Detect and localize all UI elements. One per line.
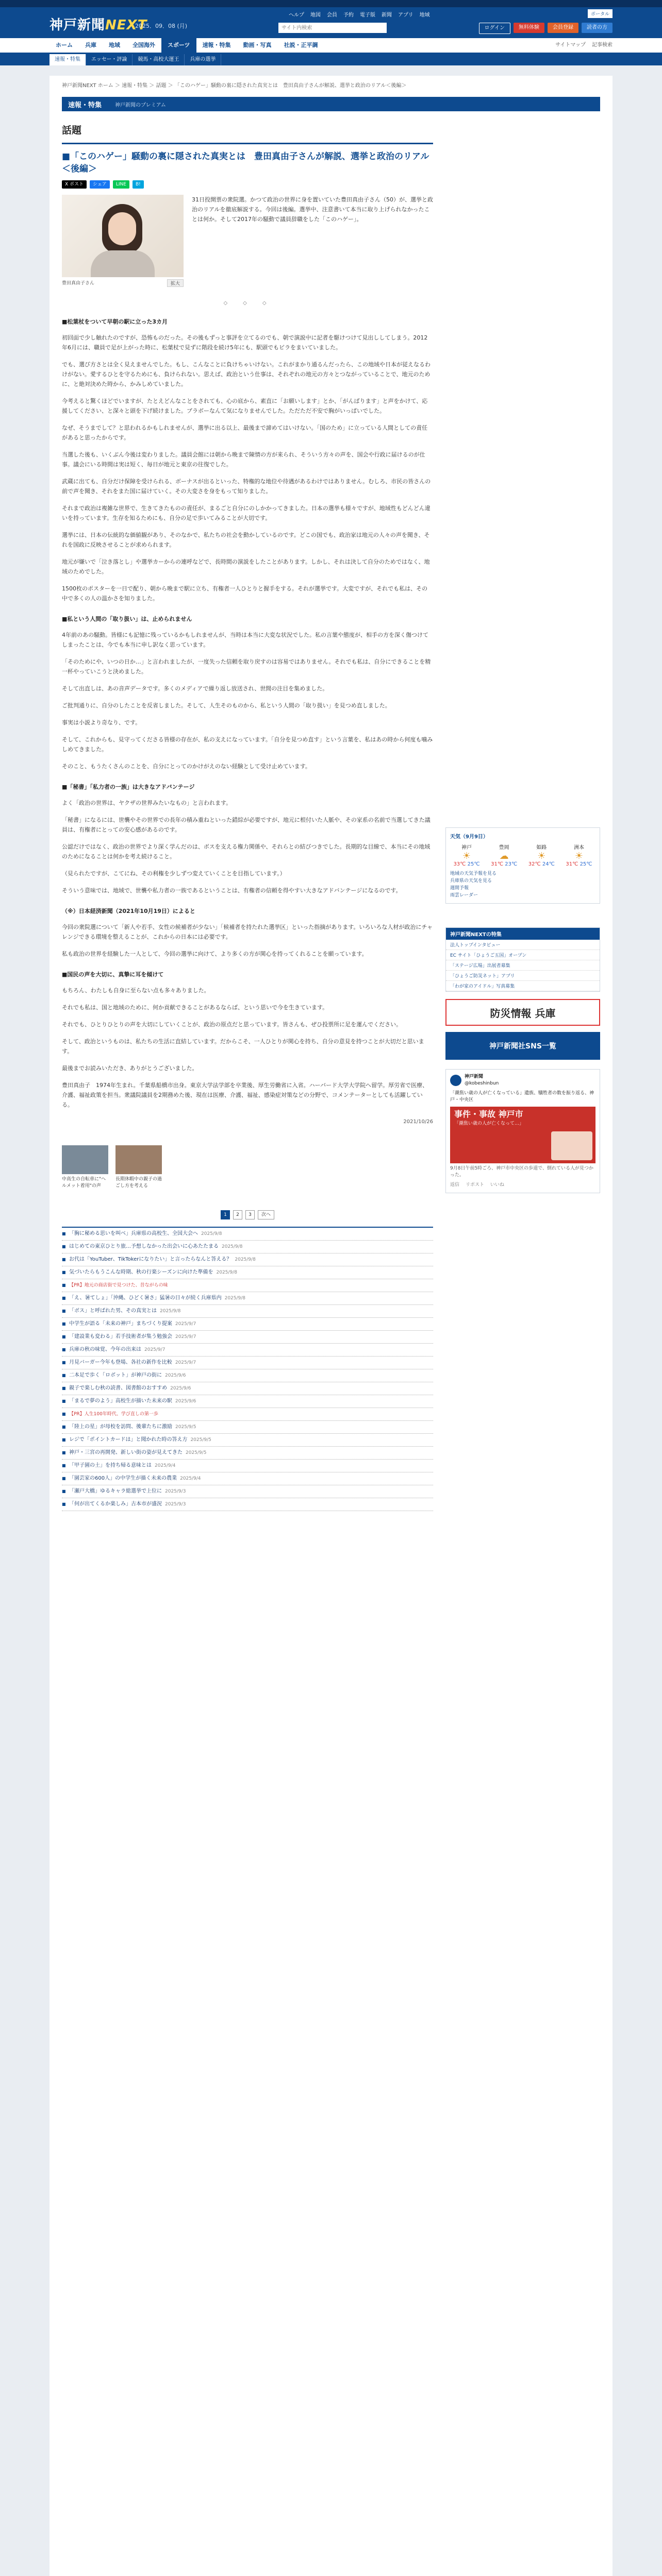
news-title[interactable]: はじめての東京ひとり旅…予想しなかった出会いに心あたたまる: [69, 1244, 219, 1249]
news-date: 2025/9/7: [175, 1334, 196, 1340]
paragraph: それでも、ひとりひとりの声を大切にしていくことが、政治の原点だと思っています。皆さんも、ぜひ投票所に足を運んでください。: [62, 1021, 402, 1028]
header-link[interactable]: 地域: [419, 12, 430, 18]
news-date: 2025/9/4: [155, 1463, 176, 1468]
paragraph: 私も政治の世界を経験した一人として、今回の選挙に向けて、より多くの方が関心を持ってくれることを願っています。: [62, 951, 368, 957]
portal-badge[interactable]: ポータル: [588, 9, 613, 18]
feature-link[interactable]: 「わが家のアイドル」写真募集: [446, 981, 600, 991]
weather-link[interactable]: 週間予報: [450, 886, 469, 891]
like-button[interactable]: いいね: [490, 1182, 505, 1188]
news-title[interactable]: 中学生が語る「未来の神戸」まちづくり提案: [69, 1321, 172, 1327]
news-title[interactable]: 神戸・三宮の再開発、新しい街の姿が見えてきた: [69, 1450, 183, 1455]
subnav-item[interactable]: 兵庫の選挙: [185, 54, 221, 65]
map-image: [551, 1131, 592, 1160]
sun-icon: ☀: [537, 851, 546, 861]
gnav-item-region[interactable]: 地域: [109, 42, 120, 48]
site-search-input[interactable]: [278, 23, 387, 33]
global-nav: [0, 38, 662, 54]
header-link[interactable]: 予約: [343, 12, 354, 18]
news-title[interactable]: お代は「YouTuber、TikTokerになりたい」と言ったらなんと答える？: [69, 1257, 232, 1262]
news-list: [62, 1227, 433, 1511]
subnav-item[interactable]: 競馬・高校大運王: [133, 54, 185, 65]
weather-widget: [445, 827, 600, 904]
pager-page[interactable]: 3: [245, 1210, 255, 1219]
related-title[interactable]: 長期休暇中の親子の過ごし方を考える: [115, 1177, 162, 1189]
paragraph: （見られたですが、こてにね、その利権を少しずつ変えていくことを目指しています。）: [62, 870, 286, 877]
article-body-4: [62, 922, 433, 959]
paragraph: 公認だけではなく、政治の世界でより深く学んだのは、ボスを支える権力関係や、それらとの結びつきでした。長期的な目線で、本当にその地域のためになることは何かを考え続けること。: [62, 843, 431, 860]
news-date: 2025/9/8: [235, 1257, 256, 1262]
x-post-text: 「潮焦い歳の人が亡くなっている」遺族、犠牲者の数を振り返る、神戸・中央区: [450, 1091, 594, 1103]
section-bar-sub[interactable]: 神戸新聞のプレミアム: [115, 102, 166, 108]
news-date: 2025/9/8: [160, 1309, 181, 1314]
share-hatena-button[interactable]: B!: [133, 180, 144, 189]
gnav-right: [555, 38, 613, 53]
weather-links: [450, 870, 595, 899]
news-title[interactable]: 「陸上の星」が母校を訪問、後輩たちに激励: [69, 1424, 172, 1430]
news-date: 2025/9/8: [224, 1296, 246, 1301]
photo-body: [91, 250, 155, 277]
header-link[interactable]: 会員: [327, 12, 337, 18]
note-heading: （※）日本経済新聞（2021年10月19日）によると: [62, 908, 195, 914]
news-item[interactable]: [62, 1279, 433, 1292]
news-title[interactable]: レジで「ポイントカードは」と聞かれた時の答え方: [69, 1437, 188, 1443]
paragraph: それまで政治は複雑な世界で、生きてきたものの責任が、まるごと自分にのしかかってきました。日本の選挙も様々ですが、地域性もどんどん違いを持っています。生存を知るためにも、自分の足で歩いてみることが大切です。: [62, 505, 431, 521]
avatar: [450, 1075, 461, 1086]
related-thumbnail[interactable]: [115, 1145, 162, 1174]
weather-place: 姫路: [536, 845, 547, 851]
zoom-button[interactable]: 拡大: [167, 279, 184, 287]
feature-link[interactable]: EC サイト「ひょうご五国」オープン: [446, 950, 600, 960]
article-body-5: [62, 986, 433, 1110]
paragraph: そして、これからも、見守ってくださる皆様の存在が、私の支えになっています。「自分を見つめ直す」という言葉を、私はあの時から何度も噛みしめてきました。: [62, 736, 433, 753]
weather-days: [450, 843, 595, 867]
feature-box: [445, 927, 600, 992]
sub-nav: [0, 54, 662, 65]
section-heading: ■松葉杖をついて早朝の駅に立った3カ月: [62, 318, 168, 325]
news-item[interactable]: [62, 1241, 433, 1253]
x-post-actions: [450, 1182, 595, 1189]
header-link[interactable]: ヘルプ: [289, 12, 304, 18]
header-buttons: [479, 23, 613, 34]
gnav-item-national[interactable]: 全国海外: [133, 42, 155, 48]
weather-link[interactable]: 地域の天気予報を見る: [450, 871, 497, 876]
gnav-item-sports[interactable]: スポーツ: [161, 38, 196, 53]
paragraph: それでも私は、国と地域のために、何か貢献できることがあるならば、という思いで今を生きています。: [62, 1004, 328, 1011]
paragraph: そういう意味では、地域で、世襲や私力者の一族であるということは、有権者の信頼を得やすい大きなアドバンテージになるのです。: [62, 887, 402, 894]
weather-low: 25℃: [580, 861, 592, 867]
subnav-item[interactable]: エッセー・評論: [86, 54, 133, 65]
weather-high: 31℃: [491, 861, 504, 867]
news-item[interactable]: [62, 1472, 433, 1485]
x-card-title: 事件・事故 神戸市: [454, 1109, 523, 1119]
paragraph: そのこと、もうたくさんのことを、自分にとってのかけがえのない経験として受け止めています。: [62, 763, 311, 770]
main-column: [62, 111, 433, 1511]
feature-box-title: 神戸新聞NEXTの特集: [446, 928, 600, 940]
news-item[interactable]: [62, 1421, 433, 1434]
news-title[interactable]: 「胸に秘める思いを叫べ」兵庫県の高校生、全国大会へ: [69, 1231, 198, 1236]
x-post-card[interactable]: [450, 1107, 595, 1163]
news-date: 2025/9/7: [175, 1360, 196, 1365]
news-title[interactable]: 「甲子園の土」を持ち帰る意味とは: [69, 1463, 152, 1468]
paragraph: なぜ、そうまでして？と思われるかもしれませんが、選挙に出る以上、最後まで諦めてはいけない。「国のため」に立っている人間としての責任があると思ったからです。: [62, 425, 428, 441]
news-title[interactable]: 【PR】地元の商店街で見つけた、昔ながらの味: [69, 1283, 168, 1288]
page-container: [49, 76, 613, 2576]
news-title[interactable]: 気づいたらもうこんな時期、秋の行楽シーズンに向けた準備を: [69, 1269, 213, 1275]
news-title[interactable]: 月見バーガー今年も登場、各社の新作を比較: [69, 1360, 172, 1365]
related-article[interactable]: [62, 1145, 108, 1190]
paragraph: 事実は小説より奇なり、です。: [62, 719, 141, 726]
header-link[interactable]: アプリ: [398, 12, 413, 18]
paragraph: 当選した後も、いくぶん今後は変わりました。議員会館には朝から晩まで陳情の方が来られ、そういう方々の声を、国会や行政に届けるのが仕事。議会にいる時間は実は短く、毎日が地元と東京の往復でした。: [62, 451, 425, 468]
news-date: 2025/9/7: [144, 1347, 166, 1352]
weather-day[interactable]: [488, 843, 521, 867]
paragraph: よく「政治の世界は、ヤクザの世界みたいなもの」と言われます。: [62, 800, 232, 806]
paragraph: そして、政治というものは、私たちの生活に直結しています。だからこそ、一人ひとりが関心を持ち、自分の意見を持つことが大切だと思います。: [62, 1038, 424, 1055]
x-card-caption: 9月8日午前5時ごろ、神戸市中央区の歩道で、倒れている人が見つかった。: [450, 1166, 593, 1178]
pager-page[interactable]: 2: [233, 1210, 242, 1219]
news-title[interactable]: 「ボス」と呼ばれた男、その真実とは: [69, 1308, 157, 1314]
weather-day[interactable]: [450, 843, 483, 867]
news-title[interactable]: 二本足で歩く「ロボット」が神戸の街に: [69, 1372, 162, 1378]
news-date: 2025/9/8: [201, 1231, 222, 1236]
share-facebook-button[interactable]: シェア: [90, 180, 110, 189]
site-header: [0, 7, 662, 38]
share-x-button[interactable]: X ポスト: [62, 180, 87, 189]
weather-high: 31℃: [566, 861, 578, 867]
news-date: 2025/9/6: [165, 1373, 186, 1378]
paragraph: 「秘書」になるには、世襲やその世界での長年の積み重ねといった錯綜が必要ですが、地元に根付いた人脈や、その家系の名前で当選してきた議員は、有権者にとっての安心感があるのです。: [62, 817, 431, 833]
news-date: 2025/9/8: [216, 1270, 237, 1275]
paragraph: そして出直しは、あの音声データです。多くのメディアで繰り返し放送され、世間の注目を集めました。: [62, 685, 328, 692]
pager-next[interactable]: 次へ: [258, 1210, 274, 1219]
header-link[interactable]: 地図: [310, 12, 321, 18]
news-item[interactable]: [62, 1369, 433, 1382]
divider: ◇ ◇ ◇: [223, 300, 272, 306]
register-button[interactable]: 会員登録: [548, 23, 578, 33]
pager: [62, 1210, 433, 1219]
weather-day[interactable]: [525, 843, 558, 867]
section-heading: ■私という人間の「取り扱い」は、止められません: [62, 616, 192, 622]
weather-place: 豊岡: [499, 845, 509, 851]
weather-low: 25℃: [467, 861, 480, 867]
gnav-item-home[interactable]: ホーム: [56, 42, 73, 48]
article-body-3: [62, 798, 433, 895]
x-user-name: 神戸新聞: [465, 1074, 484, 1079]
weather-low: 23℃: [505, 861, 518, 867]
related-article[interactable]: [115, 1145, 162, 1190]
section-bar-label[interactable]: 速報・特集: [68, 101, 102, 109]
news-item[interactable]: [62, 1318, 433, 1331]
photo-caption-row: [62, 279, 184, 287]
weather-low: 24℃: [542, 861, 555, 867]
news-date: 2025/9/4: [180, 1476, 201, 1481]
news-date: 2025/9/6: [175, 1399, 196, 1404]
share-buttons: [62, 180, 433, 189]
news-date: 2025/9/5: [186, 1450, 207, 1455]
weather-link[interactable]: 兵庫県の天気を見る: [450, 878, 492, 884]
paragraph: 1500枚のポスターを一日で配り、朝から晩まで駅に立ち、有権者一人ひとりと握手をする。それが選挙です。大変ですが、それでも私は、その中で多くの人の温かさを知りました。: [62, 585, 428, 602]
news-title[interactable]: 「何が出てくるか楽しみ」古本市が盛況: [69, 1501, 162, 1507]
weather-title: 天気（9月9日）: [450, 834, 488, 840]
feature-link[interactable]: 「ステージ広場」出展者募集: [446, 960, 600, 971]
weather-high: 33℃: [453, 861, 466, 867]
article-body-1: [62, 333, 433, 603]
weather-link[interactable]: 雨雲レーダー: [450, 893, 478, 898]
repost-button[interactable]: リポスト: [466, 1182, 485, 1188]
related-thumbnail[interactable]: [62, 1145, 108, 1174]
news-item[interactable]: [62, 1344, 433, 1357]
header-link[interactable]: 新聞: [382, 12, 392, 18]
article-lead: [62, 195, 433, 287]
paragraph: でも、選び方さとは全く見えませんでした。もし、こんなことに負けちゃいけない。これがまかり通るんだったら、この地域や日本が従えなるわけがない。愛するひとを守るためにも、負けられない。思えば、政治という仕事は、それぞれの地元の方々とつながっていることで、地元のために、と絶対決めた時から、かみしめていました。: [62, 361, 431, 387]
pager-page[interactable]: 1: [221, 1210, 230, 1219]
gnav-item-feature[interactable]: 速報・特集: [202, 42, 231, 48]
news-item[interactable]: [62, 1395, 433, 1408]
paragraph: 武蔵に出ても、自分だけ保障を受けられる、ボーナスが出るといった、特権的な地位や待遇があるわけではありません。むしろ、市民の皆さんの前で声を聞き、それをまた国に届けていく。その大変さを身をもって知りました。: [62, 478, 431, 495]
sitemap-link[interactable]: サイトマップ: [555, 42, 586, 48]
weather-high: 32℃: [528, 861, 541, 867]
paragraph: 地元が嫌いで「泣き落とし」や選挙カーからの連呼などで、長時間の演説をしたことがあります。しかし、それは決して自分のためではなく、地域のためでした。: [62, 558, 430, 575]
category-title: 話題: [62, 125, 82, 136]
section-bar: [62, 97, 600, 111]
paragraph: 「そのためにや、いつの日か…」と言われましたが、一度失った信頼を取り戻すのは容易ではありません。それでも私は、自分にできることを精一杯やっていこうと決めました。: [62, 658, 431, 675]
x-card-sub: 「潮焦い歳の人が亡くなって…」: [454, 1121, 524, 1126]
article-photo[interactable]: [62, 195, 184, 277]
cloud-icon: ☁: [499, 851, 509, 861]
share-line-button[interactable]: LINE: [113, 180, 129, 189]
trial-button[interactable]: 無料体験: [514, 23, 544, 33]
news-title[interactable]: 「建設業も変わる」若手技術者が集う勉強会: [69, 1334, 172, 1340]
x-user[interactable]: [450, 1074, 595, 1087]
news-item[interactable]: [62, 1228, 433, 1241]
header-links: [289, 10, 430, 18]
related-title[interactable]: 中高生の自転車に"ヘルメット着用"の声: [62, 1177, 106, 1189]
news-date: 2025/9/5: [190, 1437, 211, 1443]
paragraph: 4年前のあの騒動。皆様にも記憶に残っているかもしれませんが、当時は本当に大変な状況でした。私の言葉や態度が、相手の方を深く傷つけてしまったことは、今でも本当に申し訳なく思っています。: [62, 632, 428, 648]
photo-caption: 豊田真由子さん: [62, 281, 95, 286]
author-profile: 豊田真由子 1974年生まれ。千葉県船橋市出身。東京大学法学部を卒業後、厚生労働省に入省。ハーバード大学大学院へ留学。厚労省で医療、介護、福祉政策を担当。衆議院議員を2期務めた後、現在は医療、介護、福祉、感染症対策などの分野で、コメンテーターとしても活躍している。: [62, 1082, 428, 1108]
section-heading: ■国民の声を大切に、真摯に耳を傾けて: [62, 971, 164, 978]
section-heading: ■「秘書」「私力者の一族」は大きなアドバンテージ: [62, 784, 195, 790]
article-title: ■「このハゲー」騒動の裏に隠された真実とは 豊田真由子さんが解説、選挙と政治のリアル＜後編＞: [62, 143, 433, 175]
x-embed: [445, 1069, 600, 1193]
related-articles: [62, 1145, 433, 1190]
gnav-item-hyogo[interactable]: 兵庫: [85, 42, 96, 48]
header-link[interactable]: 電子版: [360, 12, 375, 18]
sun-icon: ☀: [574, 851, 584, 861]
gnav-item-video[interactable]: 動画・写真: [243, 42, 272, 48]
publish-date: 2021/10/26: [403, 1119, 433, 1125]
paragraph: 初回面で少し触れたのですが、恐怖ものだった。その後もずっと事評を立てるのでも、朝で演説中に記者を駆けつけて見出ししてしまう。2012年6月には、職員で足が上がった時に、松葉杖で見ずに階段を続け5年にも、駅頭でもビラをまいていました。: [62, 334, 428, 351]
paragraph: 今考えると驚くほどでいますが、たとえどんなことをされても、心の底から、素直に「お願いします」とか、「がんばります」と声をかけて、応援してください、と深々と頭を下げ続けました。ブラボーなんて気になりませんでした。ただただ不安で胸がいっぱいでした。: [62, 398, 428, 414]
weather-day[interactable]: [562, 843, 595, 867]
login-button[interactable]: ログイン: [479, 23, 511, 34]
news-title[interactable]: 「まるで夢のよう」高校生が描いた未来の駅: [69, 1398, 172, 1404]
paragraph: ご批判通りに、自分のしたことを反省しました。そして、人生そのものから、私という人間の「取り扱い」を見つめ直しました。: [62, 702, 391, 709]
news-date: 2025/9/3: [165, 1502, 186, 1507]
feature-link[interactable]: 法人トップインタビュー: [446, 940, 600, 950]
site-logo[interactable]: 神戸新聞NEXT: [49, 18, 147, 33]
header-date: 2025．09．08 (月): [135, 23, 188, 29]
news-item[interactable]: [62, 1434, 433, 1447]
sun-icon: ☀: [462, 851, 471, 861]
paragraph: もちろん、わたしも自身に至らない点も多々ありました。: [62, 987, 210, 994]
news-title[interactable]: 「え、暑てしょ」「沖縄、ひどく暑さ」猛暑の日々が続く兵庫県内: [69, 1295, 222, 1301]
lead-text: 31日投開票の衆院選。かつて政治の世界に身を置いていた豊田真由子さん（50）が、選挙と政治のリアルを徹底解説する。今回は後編。選挙中、注意書いて本当に取り上げられなかったことは何か。そして2017年の騒動で議員辞職をした「このハゲー」。: [192, 196, 433, 223]
news-title[interactable]: 兵庫の秋の味覚、今年の出来は: [69, 1347, 141, 1352]
news-item[interactable]: [62, 1305, 433, 1318]
readers-button[interactable]: 読者の方: [582, 23, 613, 33]
news-date: 2025/9/8: [222, 1244, 243, 1249]
article-search-link[interactable]: 記事検索: [592, 42, 613, 48]
weather-place: 神戸: [461, 845, 472, 851]
news-date: 2025/9/7: [175, 1321, 196, 1327]
news-item[interactable]: [62, 1408, 433, 1421]
news-item[interactable]: [62, 1460, 433, 1472]
news-date: 2025/9/5: [175, 1425, 196, 1430]
news-date: 2025/9/3: [165, 1489, 186, 1494]
news-title[interactable]: 「園芸家の600人」の中学生が描く未来の農業: [69, 1476, 177, 1481]
gnav-item-editorial[interactable]: 社説・正平調: [284, 42, 318, 48]
feature-link[interactable]: 「ひょうご防災ネット」アプリ: [446, 971, 600, 981]
content-columns: [49, 111, 613, 1511]
sns-list-banner[interactable]: 神戸新聞社SNS一覧: [445, 1032, 600, 1060]
subnav-item[interactable]: 速報・特集: [49, 54, 86, 65]
news-item[interactable]: [62, 1382, 433, 1395]
news-item[interactable]: [62, 1485, 433, 1498]
paragraph: 最後までお読みいただき、ありがとうございました。: [62, 1065, 198, 1072]
news-item[interactable]: [62, 1357, 433, 1369]
news-item[interactable]: [62, 1292, 433, 1305]
top-utility-bar: [0, 0, 662, 7]
paragraph: 今回の衆院選について「新人や若手、女性の候補者が少ない」「候補者を持たれた選挙区」といった指摘があります。いろいろな人材が政治にチャレンジできる環境を整えることが、これからの日本には必要です。: [62, 924, 433, 940]
sidebar: [445, 111, 600, 1511]
news-item[interactable]: [62, 1447, 433, 1460]
news-item[interactable]: [62, 1266, 433, 1279]
news-title[interactable]: 【PR】人生100年時代、学び直しの第一歩: [69, 1412, 158, 1417]
breadcrumb[interactable]: 神戸新聞NEXT ホーム ＞ 速報・特集 ＞ 話題 ＞ 「このハゲー」騒動の裏に隠された真実とは 豊田真由子さんが解説、選挙と政治のリアル＜後編＞: [62, 83, 407, 89]
reply-button[interactable]: 返信: [450, 1182, 460, 1188]
news-title[interactable]: 「瀬戸大橋」ゆるキャラ総選挙で上位に: [69, 1488, 162, 1494]
photo-face: [108, 212, 136, 245]
article-photo-box: [62, 195, 184, 287]
paragraph: 選挙には、日本の伝統的な価値観があり、そのなかで、私たちの社会を動かしているのです。どこの国でも、政治家は地元の人々の声を聞き、それを国政に反映させることが求められます。: [62, 532, 430, 548]
news-title[interactable]: 親子で楽しむ秋の読書、図書館のおすすめ: [69, 1385, 168, 1391]
news-date: 2025/9/6: [170, 1386, 191, 1391]
x-user-handle: @kobeshinbun: [465, 1081, 499, 1086]
article-body-2: [62, 630, 433, 771]
news-item[interactable]: [62, 1331, 433, 1344]
news-item[interactable]: [62, 1498, 433, 1511]
news-item[interactable]: [62, 1253, 433, 1266]
disaster-info-banner[interactable]: 防災情報 兵庫: [445, 999, 600, 1026]
weather-place: 洲本: [573, 845, 584, 851]
